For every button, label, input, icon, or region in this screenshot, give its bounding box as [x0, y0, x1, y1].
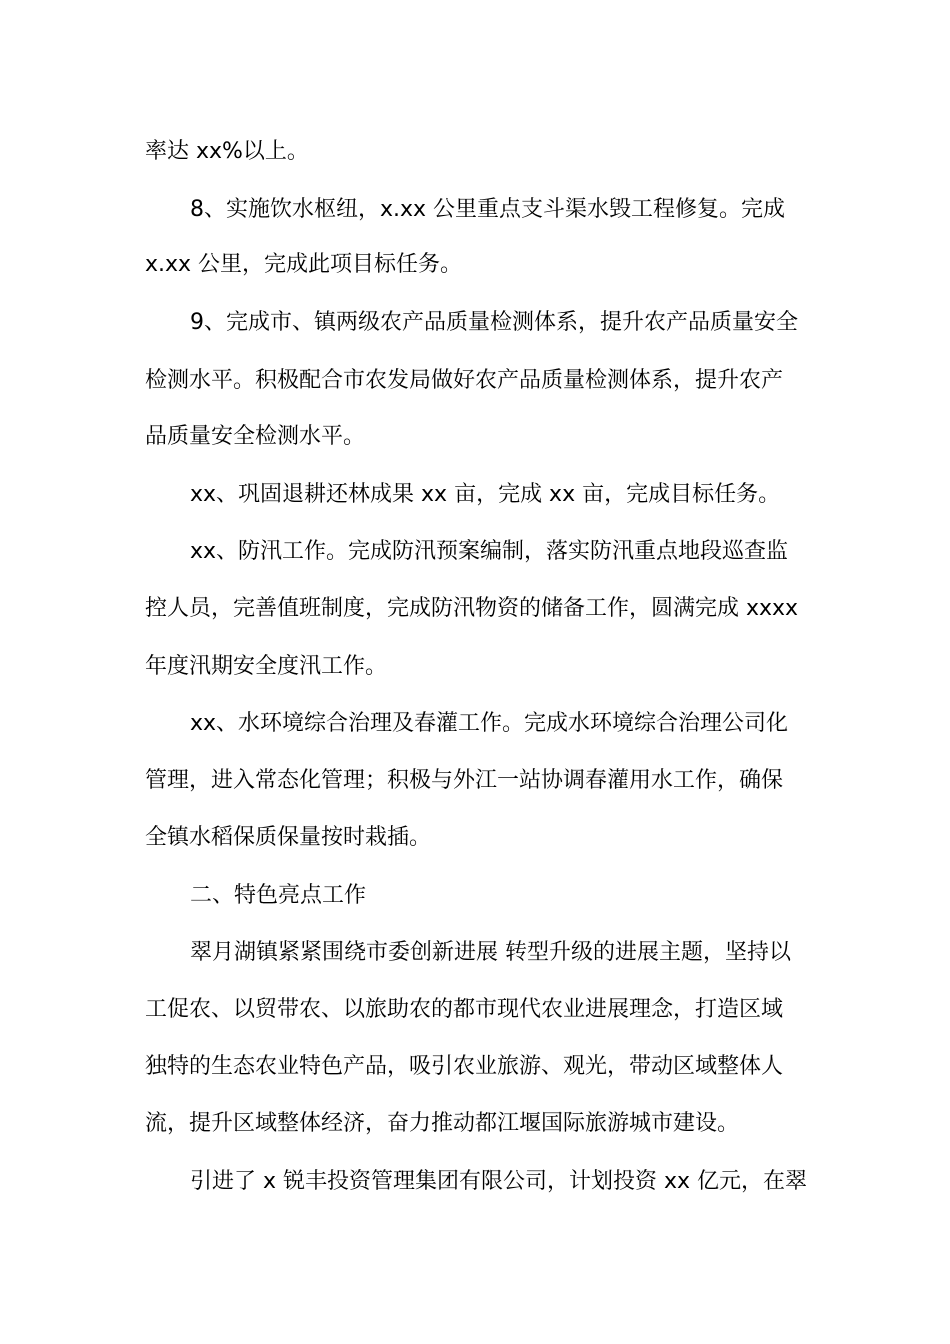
text-line: xx、防汛工作。完成防汛预案编制，落实防汛重点地段巡查监: [190, 539, 789, 564]
text-line: 工促农、以贸带农、以旅助农的都市现代农业进展理念，打造区域: [145, 997, 784, 1022]
text-line: 检测水平。积极配合市农发局做好农产品质量检测体系，提升农产: [145, 368, 784, 393]
text-line: 管理，进入常态化管理；积极与外江一站协调春灌用水工作，确保: [145, 768, 784, 793]
text-line: 控人员，完善值班制度，完成防汛物资的储备工作，圆满完成 xxxx: [145, 596, 799, 621]
section-heading: 二、特色亮点工作: [190, 883, 367, 908]
text-line: 年度汛期安全度汛工作。: [145, 654, 388, 679]
text-line: xx、巩固退耕还林成果 xx 亩，完成 xx 亩，完成目标任务。: [190, 482, 781, 507]
text-line: 品质量安全检测水平。: [145, 424, 366, 449]
text-line: 独特的生态农业特色产品，吸引农业旅游、观光，带动区域整体人: [145, 1054, 784, 1079]
text-line: 流，提升区域整体经济，奋力推动都江堰国际旅游城市建设。: [145, 1111, 740, 1136]
text-line: 率达 xx%以上。: [145, 139, 309, 164]
text-line: 全镇水稻保质保量按时栽插。: [145, 825, 432, 850]
text-line: x.xx 公里，完成此项目标任务。: [145, 252, 463, 277]
text-line: 翠月湖镇紧紧围绕市委创新进展 转型升级的进展主题，坚持以: [190, 940, 791, 965]
text-line: 9、完成市、镇两级农产品质量检测体系，提升农产品质量安全: [190, 310, 798, 335]
text-line: xx、水环境综合治理及春灌工作。完成水环境综合治理公司化: [190, 711, 789, 736]
text-line: 引进了 x 锐丰投资管理集团有限公司，计划投资 xx 亿元，在翠: [190, 1169, 808, 1194]
text-line: 8、实施饮水枢纽，x.xx 公里重点支斗渠水毁工程修复。完成: [190, 197, 786, 222]
